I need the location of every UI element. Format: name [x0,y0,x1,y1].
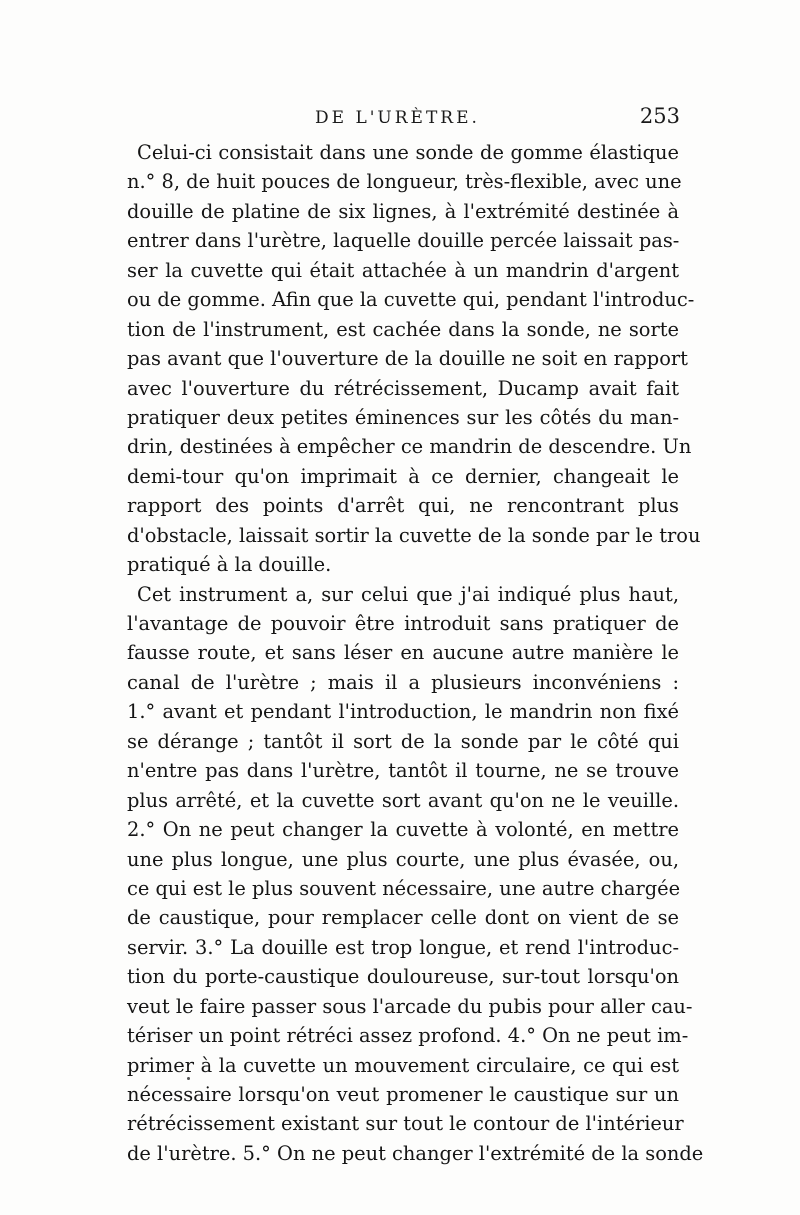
text-line: canal de l'urètre ; mais il a plusieurs inconvéniens : [127,670,679,694]
text-line: rapport des points d'arrêt qui, ne rencontrant plus [127,494,679,518]
text-line: veut le faire passer sous l'arcade du pubis pour aller cau- [127,994,693,1018]
text-line: d'obstacle, laissait sortir la cuvette de la sonde par le trou [127,523,701,547]
text-line: 2.° On ne peut changer la cuvette à volonté, en mettre [127,818,679,842]
paragraph-1 [127,138,701,580]
text-line: pratiqué à la douille. [127,553,332,577]
text-line: se dérange ; tantôt il sort de la sonde par le côté qui [127,729,679,753]
paragraph-2 [127,580,704,1169]
text-line: nécessaire lorsqu'on veut promener le caustique sur un [127,1083,679,1106]
text-line: ce qui est le plus souvent nécessaire, une autre chargée [127,876,681,900]
page-body [127,138,704,1168]
text-line: 1.° avant et pendant l'introduction, le mandrin non fixé [127,700,679,724]
text-line: de l'urètre. 5.° On ne peut changer l'extrémité de la sonde [127,1141,704,1165]
page-number: 253 [639,104,680,128]
text-line: pratiquer deux petites éminences sur les côtés du man- [127,405,679,429]
text-line: l'avantage de pouvoir être introduit sans pratiquer de [127,612,679,635]
text-line: n'entre pas dans l'urètre, tantôt il tourne, ne se trouve [127,759,679,783]
text-line: fausse route, et sans léser en aucune autre manière le [127,641,679,665]
text-line: de caustique, pour remplacer celle dont on vient de se [127,906,679,930]
page-header [120,104,680,136]
text-line: entrer dans l'urètre, laquelle douille percée laissait pas- [127,229,680,253]
text-line: drin, destinées à empêcher ce mandrin de descendre. Un [127,435,692,459]
ink-speck [187,1077,190,1080]
text-line: pas avant que l'ouverture de la douille ne soit en rapport [127,347,688,371]
text-line: Celui-ci consistait dans une sonde de gomme élastique [137,141,679,164]
text-line: primer à la cuvette un mouvement circulaire, ce qui est [127,1053,679,1077]
text-line: plus arrêté, et la cuvette sort avant qu'on ne le veuille. [127,788,679,812]
text-line: une plus longue, une plus courte, une plus évasée, ou, [127,847,679,871]
text-line: demi-tour qu'on imprimait à ce dernier, changeait le [127,464,679,488]
text-line: douille de platine de six lignes, à l'extrémité destinée à [127,199,679,223]
text-line: ou de gomme. Afin que la cuvette qui, pendant l'introduc- [127,288,695,312]
text-line: rétrécissement existant sur tout le contour de l'intérieur [127,1112,684,1136]
text-line: tion de l'instrument, est cachée dans la sonde, ne sorte [127,317,679,341]
text-line: n.° 8, de huit pouces de longueur, très-flexible, avec une [127,170,682,194]
text-line: servir. 3.° La douille est trop longue, et rend l'introduc- [127,935,679,959]
text-line: Cet instrument a, sur celui que j'ai indiqué plus haut, [137,582,679,606]
text-line: ser la cuvette qui était attachée à un mandrin d'argent [127,258,679,282]
text-line: tion du porte-caustique douloureuse, sur-tout lorsqu'on [127,965,679,989]
running-head: DE L'URÈTRE. [315,108,480,128]
text-line: avec l'ouverture du rétrécissement, Ducamp avait fait [127,376,679,400]
text-line: tériser un point rétréci assez profond. 4.° On ne peut im- [127,1024,689,1048]
